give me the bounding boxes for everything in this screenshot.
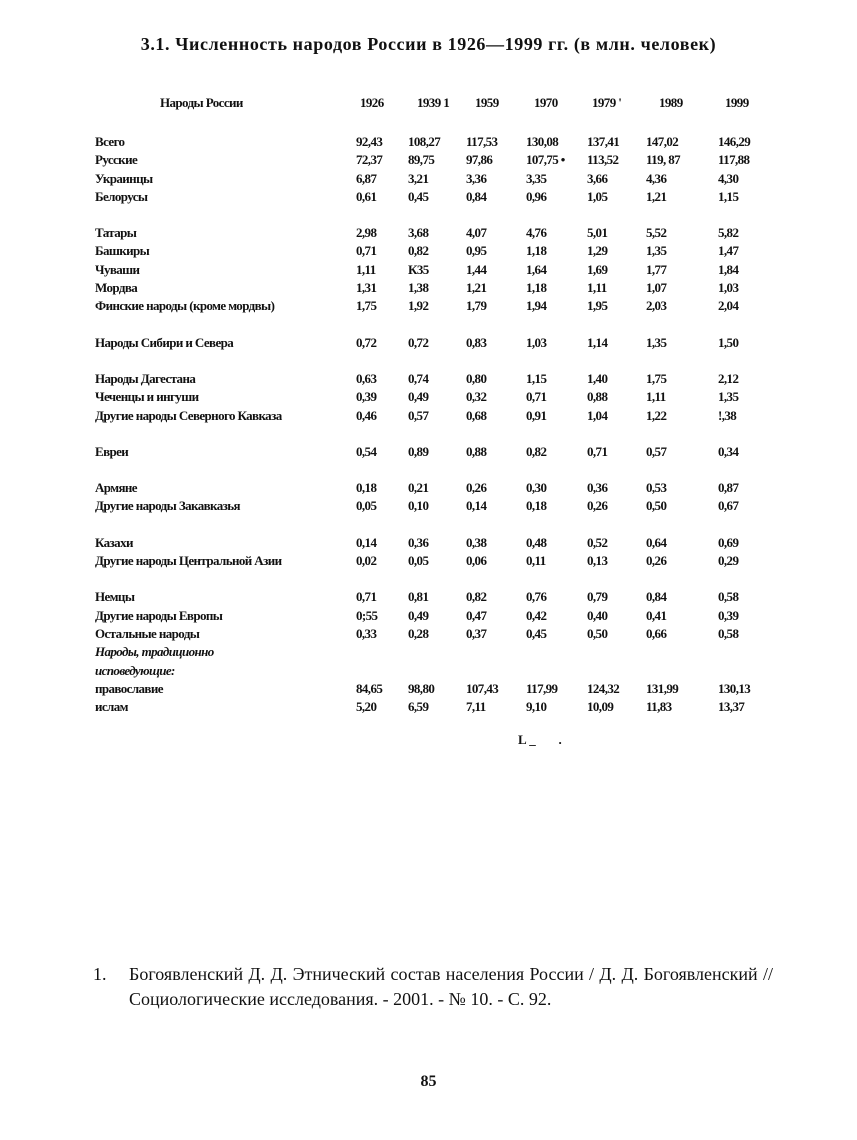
row-label: Народы, традиционно <box>95 644 214 660</box>
table-row <box>0 589 857 607</box>
row-label: Башкиры <box>95 243 150 259</box>
table-cell: 5,52 <box>646 225 667 241</box>
table-cell: 1,29 <box>587 243 608 259</box>
table-cell: 3,36 <box>466 170 487 186</box>
table-cell: 1,07 <box>646 280 667 296</box>
table-cell: 117,88 <box>718 152 750 168</box>
table-cell: 1,05 <box>587 188 608 204</box>
table-cell: 1,94 <box>526 298 547 314</box>
header-year-1926: 1926 <box>360 95 384 110</box>
table-cell: 1,15 <box>526 370 547 386</box>
table-cell: 0,61 <box>356 188 377 204</box>
row-label: Русские <box>95 152 138 168</box>
table-cell: 107,43 <box>466 680 499 696</box>
table-cell: 0,88 <box>587 389 608 405</box>
table-cell: 1,40 <box>587 370 608 386</box>
table-cell: 0,84 <box>466 188 487 204</box>
row-label: Другие народы Северного Кавказа <box>95 407 282 423</box>
row-label: Другие народы Центральной Азии <box>95 553 282 569</box>
table-row <box>0 535 857 553</box>
row-label: православие <box>95 680 163 696</box>
table-row <box>0 225 857 243</box>
table-cell: 1,92 <box>408 298 429 314</box>
table-cell: 0,84 <box>646 589 667 605</box>
table-cell: 0,71 <box>356 589 377 605</box>
table-cell: 3,35 <box>526 170 547 186</box>
table-cell: 1,03 <box>718 280 739 296</box>
table-cell: 92,43 <box>356 134 383 149</box>
table-cell: 117,53 <box>466 134 498 149</box>
table-cell: 2,12 <box>718 370 739 386</box>
table-cell: 146,29 <box>718 134 751 149</box>
row-label: Белорусы <box>95 188 148 204</box>
table-cell: 0,66 <box>646 625 667 641</box>
table-cell: 0,53 <box>646 480 667 496</box>
table-cell: 0,81 <box>408 589 429 605</box>
table-cell: 0,49 <box>408 389 429 405</box>
row-label: Татары <box>95 225 137 241</box>
table-cell: 1,18 <box>526 280 547 296</box>
table-cell: 107,75 • <box>526 152 565 168</box>
table-row <box>0 644 857 662</box>
table-cell: 0,79 <box>587 589 608 605</box>
table-row <box>0 444 857 462</box>
table-cell: 0,36 <box>408 534 429 550</box>
table-cell: 72,37 <box>356 152 383 168</box>
table-cell: 0,91 <box>526 407 547 423</box>
table-cell: 1,38 <box>408 280 429 296</box>
table-cell: 0,47 <box>466 607 487 623</box>
table-cell: 0,82 <box>526 443 547 459</box>
table-cell: 6,87 <box>356 170 377 186</box>
table-cell: 0,18 <box>526 498 547 514</box>
table-cell: 10,09 <box>587 699 614 715</box>
table-cell: 0,49 <box>408 607 429 623</box>
table-row <box>0 189 857 207</box>
row-label: Украинцы <box>95 170 153 186</box>
header-nations-label: Народы России <box>160 95 243 110</box>
table-cell: 0;55 <box>356 607 378 623</box>
table-cell: 3,21 <box>408 170 429 186</box>
table-row <box>0 280 857 298</box>
table-cell: 0,05 <box>356 498 377 514</box>
table-cell: 0,88 <box>466 443 487 459</box>
row-label: Немцы <box>95 589 135 605</box>
table-cell: 1,21 <box>466 280 487 296</box>
header-year-1970: 1970 <box>534 95 558 110</box>
table-cell: 11,83 <box>646 699 672 715</box>
table-cell: 0,13 <box>587 553 608 569</box>
table-cell: 0,26 <box>587 498 608 514</box>
table-cell: 1,75 <box>646 370 667 386</box>
row-label: Остальные народы <box>95 625 200 641</box>
table-cell: 0,26 <box>646 553 667 569</box>
table-row <box>0 681 857 699</box>
table-cell: 131,99 <box>646 680 679 696</box>
table-cell: 1,50 <box>718 334 739 350</box>
table-cell: 113,52 <box>587 152 619 168</box>
table-cell: 4,30 <box>718 170 739 186</box>
row-label: Армяне <box>95 480 137 496</box>
table-cell: 1,35 <box>718 389 739 405</box>
table-cell: 1,15 <box>718 188 739 204</box>
table-cell: 0,87 <box>718 480 739 496</box>
table-cell: 0,64 <box>646 534 667 550</box>
table-cell: 0,96 <box>526 188 547 204</box>
table-cell: 0,72 <box>356 334 377 350</box>
table-row <box>0 480 857 498</box>
footnote-number: 1. <box>93 964 107 984</box>
table-cell: 1,18 <box>526 243 547 259</box>
table-cell: 1,47 <box>718 243 739 259</box>
table-cell: 0,58 <box>718 625 739 641</box>
table-cell: 147,02 <box>646 134 679 149</box>
table-cell: 0,40 <box>587 607 608 623</box>
table-row <box>0 553 857 571</box>
table-cell: 0,14 <box>356 534 377 550</box>
table-cell: 84,65 <box>356 680 383 696</box>
table-row <box>0 262 857 280</box>
header-year-1939: 1939 1 <box>417 95 450 110</box>
table-cell: 0,38 <box>466 534 487 550</box>
table-cell: 0,76 <box>526 589 547 605</box>
table-cell: 0,48 <box>526 534 547 550</box>
table-cell: 0,34 <box>718 443 739 459</box>
row-label: Мордва <box>95 280 138 296</box>
table-cell: 98,80 <box>408 680 435 696</box>
table-cell: 0,89 <box>408 443 429 459</box>
table-cell: 7,11 <box>466 699 486 715</box>
table-cell: 0,18 <box>356 480 377 496</box>
table-cell: 0,69 <box>718 534 739 550</box>
table-cell: 5,20 <box>356 699 377 715</box>
table-row <box>0 335 857 353</box>
table-cell: 119, 87 <box>646 152 681 168</box>
row-label: Чеченцы и ингуши <box>95 389 199 405</box>
table-cell: 1,21 <box>646 188 667 204</box>
row-label: Другие народы Закавказья <box>95 498 240 514</box>
table-cell: 0,32 <box>466 389 487 405</box>
table-cell: 0,63 <box>356 370 377 386</box>
table-cell: 1,11 <box>587 280 607 296</box>
table-cell: 1,69 <box>587 261 608 277</box>
table-cell: 0,26 <box>466 480 487 496</box>
table-cell: 0,52 <box>587 534 608 550</box>
table-cell: 117,99 <box>526 680 558 696</box>
table-cell: 0,71 <box>356 243 377 259</box>
table-cell: 0,37 <box>466 625 487 641</box>
table-cell: 0,50 <box>646 498 667 514</box>
table-cell: 0,68 <box>466 407 487 423</box>
table-cell: 130,08 <box>526 134 559 149</box>
table-cell: 0,14 <box>466 498 487 514</box>
table-cell: 0,05 <box>408 553 429 569</box>
table-cell: 1,11 <box>646 389 666 405</box>
table-row <box>0 498 857 516</box>
table-cell: 6,59 <box>408 699 429 715</box>
table-cell: 0,29 <box>718 553 739 569</box>
table-cell: 3,66 <box>587 170 608 186</box>
table-cell: 1,79 <box>466 298 487 314</box>
table-cell: 5,01 <box>587 225 608 241</box>
table-cell: 1,22 <box>646 407 667 423</box>
row-label: Всего <box>95 134 125 149</box>
table-cell: 0,46 <box>356 407 377 423</box>
table-cell: 1,84 <box>718 261 739 277</box>
table-cell: 2,03 <box>646 298 667 314</box>
row-label: ислам <box>95 699 128 715</box>
table-cell: 0,10 <box>408 498 429 514</box>
table-cell: 0,82 <box>466 589 487 605</box>
table-cell: 9,10 <box>526 699 547 715</box>
table-row <box>0 699 857 717</box>
table-cell: 3,68 <box>408 225 429 241</box>
table-cell: 1,64 <box>526 261 547 277</box>
table-cell: 1,95 <box>587 298 608 314</box>
table-cell: 0,11 <box>526 553 546 569</box>
table-cell: 1,44 <box>466 261 487 277</box>
table-cell: 0,50 <box>587 625 608 641</box>
table-cell: 0,42 <box>526 607 547 623</box>
table-cell: 0,58 <box>718 589 739 605</box>
header-year-1989: 1989 <box>659 95 683 110</box>
table-cell: 0,41 <box>646 607 667 623</box>
footnote <box>93 962 773 1012</box>
table-cell: 1,11 <box>356 261 376 277</box>
table-cell: 0,83 <box>466 334 487 350</box>
table-row <box>0 152 857 170</box>
table-cell: 108,27 <box>408 134 441 149</box>
table-title: 3.1. Численность народов России в 1926—1999 гг. (в млн. человек) <box>140 34 717 54</box>
table-cell: 0,54 <box>356 443 377 459</box>
table-cell: 0,57 <box>646 443 667 459</box>
table-cell: 4,07 <box>466 225 487 241</box>
row-label: Евреи <box>95 443 129 459</box>
table-cell: 0,39 <box>356 389 377 405</box>
table-cell: К35 <box>408 261 429 277</box>
row-label: Народы Сибири и Севера <box>95 334 234 350</box>
table-cell: 0,67 <box>718 498 739 514</box>
table-cell: 1,03 <box>526 334 547 350</box>
table-row <box>0 134 857 152</box>
table-cell: 1,31 <box>356 280 377 296</box>
table-cell: 0,33 <box>356 625 377 641</box>
table-cell: 0,74 <box>408 370 429 386</box>
table-cell: 1,35 <box>646 334 667 350</box>
stray-mark: L _ . <box>518 732 562 747</box>
table-row <box>0 171 857 189</box>
table-cell: 1,14 <box>587 334 608 350</box>
table-cell: 137,41 <box>587 134 620 149</box>
table-cell: 5,82 <box>718 225 739 241</box>
table-cell: 0,28 <box>408 625 429 641</box>
table-cell: 0,06 <box>466 553 487 569</box>
row-label: Финские народы (кроме мордвы) <box>95 298 275 314</box>
row-label: Казахи <box>95 534 133 550</box>
table-row <box>0 663 857 681</box>
table-cell: 0,71 <box>526 389 547 405</box>
table-row <box>0 408 857 426</box>
table-cell: 0,21 <box>408 480 429 496</box>
table-cell: 0,57 <box>408 407 429 423</box>
row-label: Чуваши <box>95 261 140 277</box>
table-cell: 0,45 <box>408 188 429 204</box>
table-cell: 124,32 <box>587 680 620 696</box>
table-cell: 89,75 <box>408 152 435 168</box>
table-cell: 97,86 <box>466 152 493 168</box>
page-number: 85 <box>420 1073 437 1090</box>
data-table <box>0 134 857 717</box>
table-row <box>0 626 857 644</box>
table-cell: 0,30 <box>526 480 547 496</box>
footnote-text: Богоявленский Д. Д. Этнический состав населения России / Д. Д. Богоявленский // Социологические исследования. - 2001. - № 10. - С. 92. <box>129 964 773 1009</box>
table-cell: 2,98 <box>356 225 377 241</box>
row-label: исповедующие: <box>95 662 175 678</box>
table-cell: 0,80 <box>466 370 487 386</box>
table-row <box>0 389 857 407</box>
row-label: Другие народы Европы <box>95 607 223 623</box>
table-cell: 1,77 <box>646 261 667 277</box>
table-cell: 0,82 <box>408 243 429 259</box>
table-row <box>0 608 857 626</box>
table-cell: 0,72 <box>408 334 429 350</box>
table-cell: 0,36 <box>587 480 608 496</box>
table-cell: 0,95 <box>466 243 487 259</box>
table-cell: 130,13 <box>718 680 751 696</box>
table-cell: !,38 <box>718 407 737 423</box>
header-year-1959: 1959 <box>475 95 499 110</box>
table-cell: 4,36 <box>646 170 667 186</box>
table-row <box>0 371 857 389</box>
header-year-1999: 1999 <box>725 95 749 110</box>
table-cell: 4,76 <box>526 225 547 241</box>
table-row <box>0 243 857 261</box>
table-cell: 0,45 <box>526 625 547 641</box>
header-year-1979: 1979 ' <box>592 95 622 110</box>
table-cell: 13,37 <box>718 699 745 715</box>
table-cell: 1,04 <box>587 407 608 423</box>
table-cell: 0,39 <box>718 607 739 623</box>
table-cell: 2,04 <box>718 298 739 314</box>
table-cell: 0,71 <box>587 443 608 459</box>
table-row <box>0 298 857 316</box>
table-cell: 0,02 <box>356 553 377 569</box>
table-cell: 1,35 <box>646 243 667 259</box>
row-label: Народы Дагестана <box>95 370 196 386</box>
table-cell: 1,75 <box>356 298 377 314</box>
